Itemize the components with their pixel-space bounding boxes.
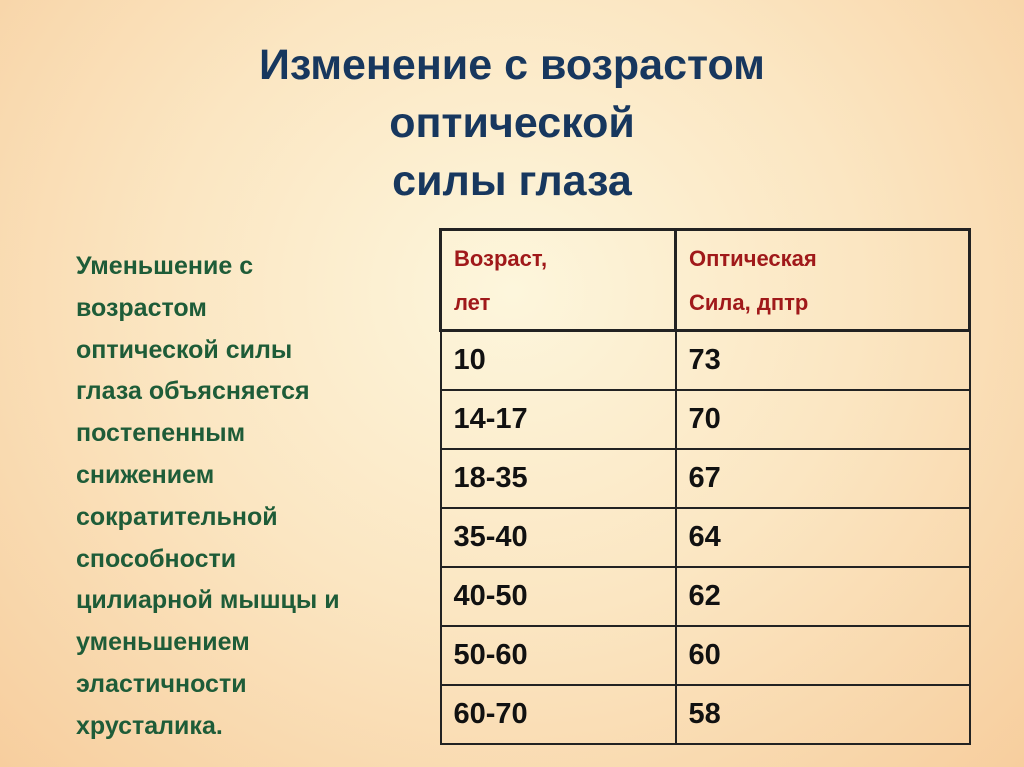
description-line: хрусталика. xyxy=(76,711,223,740)
description-line: сократительной xyxy=(76,502,278,531)
header-optical-power xyxy=(676,230,970,331)
description-line: оптической силы xyxy=(76,335,293,364)
power-cell: 58 xyxy=(676,685,970,744)
header-power-line: Сила, дптр xyxy=(689,290,809,315)
description-line: глаза объясняется xyxy=(76,377,310,406)
age-cell: 14-17 xyxy=(441,390,676,449)
description-line: уменьшением xyxy=(76,628,250,657)
age-cell: 60-70 xyxy=(441,685,676,744)
description-line: постепенным xyxy=(76,419,246,448)
description-line: способности xyxy=(76,544,237,573)
header-age-line: лет xyxy=(454,290,491,315)
power-cell: 73 xyxy=(676,331,970,390)
description-text xyxy=(76,246,426,748)
power-cell: 70 xyxy=(676,390,970,449)
power-cell: 62 xyxy=(676,567,970,626)
table-row xyxy=(441,390,970,449)
table-row xyxy=(441,567,970,626)
power-cell: 64 xyxy=(676,508,970,567)
header-power-line: Оптическая xyxy=(689,246,817,271)
description-line: Уменьшение с xyxy=(76,252,254,280)
description-line: возрастом xyxy=(76,293,207,322)
header-age-line: Возраст, xyxy=(454,246,548,271)
table-header-row xyxy=(441,230,970,331)
slide-title-line: Изменение с возрастом xyxy=(259,41,765,89)
header-age xyxy=(441,230,676,331)
age-cell: 40-50 xyxy=(441,567,676,626)
age-cell: 18-35 xyxy=(441,449,676,508)
age-cell: 35-40 xyxy=(441,508,676,567)
optical-power-table xyxy=(439,228,971,745)
slide-title-line: оптической xyxy=(389,99,635,147)
description-line: снижением xyxy=(76,460,215,489)
power-cell: 60 xyxy=(676,626,970,685)
description-line: цилиарной мышцы и xyxy=(76,586,340,615)
table-row xyxy=(441,508,970,567)
age-cell: 10 xyxy=(441,331,676,390)
table-row xyxy=(441,449,970,508)
slide-title-line: силы глаза xyxy=(392,157,632,205)
description-line: эластичности xyxy=(76,669,247,698)
power-cell: 67 xyxy=(676,449,970,508)
table-row xyxy=(441,331,970,390)
table-row xyxy=(441,626,970,685)
age-cell: 50-60 xyxy=(441,626,676,685)
slide-title xyxy=(112,36,912,210)
table-row xyxy=(441,685,970,744)
